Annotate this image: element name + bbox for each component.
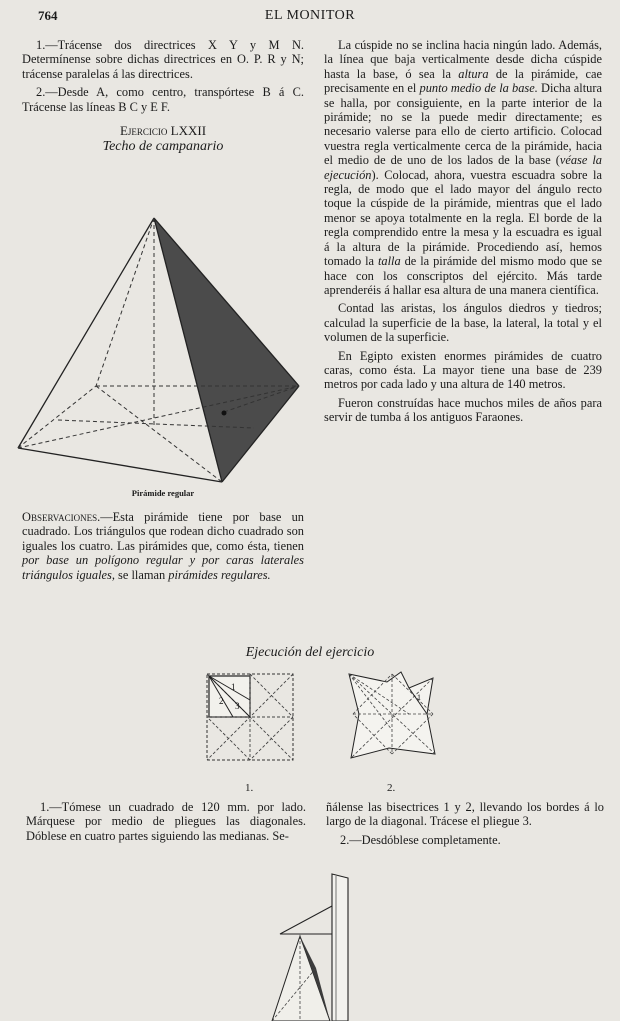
instruction-1: 1.—Trácense dos directrices X Y y M N. Determínense sobre dichas directrices en O. P. R y N; trácense paralelas á las directrices. [22,38,304,81]
exercise-subtitle: Techo de campanario [102,139,224,155]
paragraph-height: La cúspide no se inclina hacia ningún lado. Además, la línea que baja verticalmente desde dicha cúspide hasta la base, ó sea la altura de la pirámide, cae precisamente en el punto medio de la base. Dicha altura se halla, por consiguiente, en la parte interior de la pirámide; no se la puede medir directamente; es necesario valerse para ello de cierto artificio. Colocad vuestra regla verticalmente cerca de la pirámide, hacia el medio de de uno de los lados de la base (véase la ejecución). Colocad, ahora, vuestra escuadra sobre la regla, de modo que el lado mayor del ángulo recto toque la cúspide de la pirámide, mientras que el lado menor se apoya totalmente en la regla. El borde de la regla comprendido entre la mesa y la escuadra es igual á la altura de la pirámide. Procediendo así, hemos tomado la talla de la pirámide del mismo modo que se hace con los conscriptos del ejército. Más tarde aprenderéis á hallar esa altura de una manera científica. [324,38,602,297]
svg-text:3: 3 [235,701,240,711]
right-column-bottom [326,800,604,851]
fold-instruction-continued: ñálense las bisectrices 1 y 2, llevando los bordes á lo largo de la diagonal. Trácese el pliegue 3. [326,800,604,829]
execution-title: Ejecución del ejercicio [245,645,375,660]
paragraph-count: Contad las aristas, los ángulos diedros y tiedros; calculad la superficie de la base, la lateral, la total y el volumen de la superficie. [324,301,602,345]
running-title: EL MONITOR [264,8,356,23]
instruction-2: 2.—Desde A, como centro, transpórtese B á C. Trácense las líneas B C y E F. [22,85,304,114]
fold-figure-1-label: 1. [245,782,254,794]
fold-instruction-2: 2.—Desdóblese completamente. [340,832,501,847]
fold-instruction-1: 1.—Tómese un cuadrado de 120 mm. por lado. Márquese por medio de pliegues las diagonales. Dóblese en cuatro partes siguiendo las medianas. Se- [26,800,306,843]
emphasis-term: pirámides regulares. [168,567,271,582]
fold-figure-1 [205,672,297,764]
pyramid-figure [14,210,306,486]
paragraph-pharaohs: Fueron construídas hace muchos miles de años para servir de tumba á los antiguos Faraones. [324,395,602,425]
emphasis-definition: por base un polígono regular y por caras laterales triángulos iguales, [22,553,304,582]
paragraph-egypt: En Egipto existen enormes pirámides de cuatro caras, como ésta. La mayor tiene una base de 239 metros por cada lado y una altura de 140 metros. [324,348,602,392]
left-column-top [22,38,304,161]
fold-figure-2 [343,668,439,764]
observations-paragraph: Observaciones.—Esta pirámide tiene por base un cuadrado. Los triángulos que rodean dicho cuadrado son iguales los cuatro. Las pirámides que, como ésta, tienen por base un polígono regular y por caras laterales triángulos iguales, se llaman pirámides regulares. [22,510,304,582]
pyramid-caption: Pirámide regular [131,488,195,498]
pyramid-shaded-face [154,218,299,482]
fold-figure-2-label: 2. [387,782,396,794]
svg-text:1: 1 [231,682,236,692]
svg-text:2: 2 [219,696,224,706]
observations-lead: Observaciones. [22,510,101,524]
svg-text:1: 1 [417,693,421,702]
left-column-bottom [26,800,306,847]
exercise-title: Ejercicio LXXII [119,123,207,139]
right-column-top [324,38,602,429]
height-measure-figure [250,872,360,1021]
page-number: 764 [38,8,58,23]
